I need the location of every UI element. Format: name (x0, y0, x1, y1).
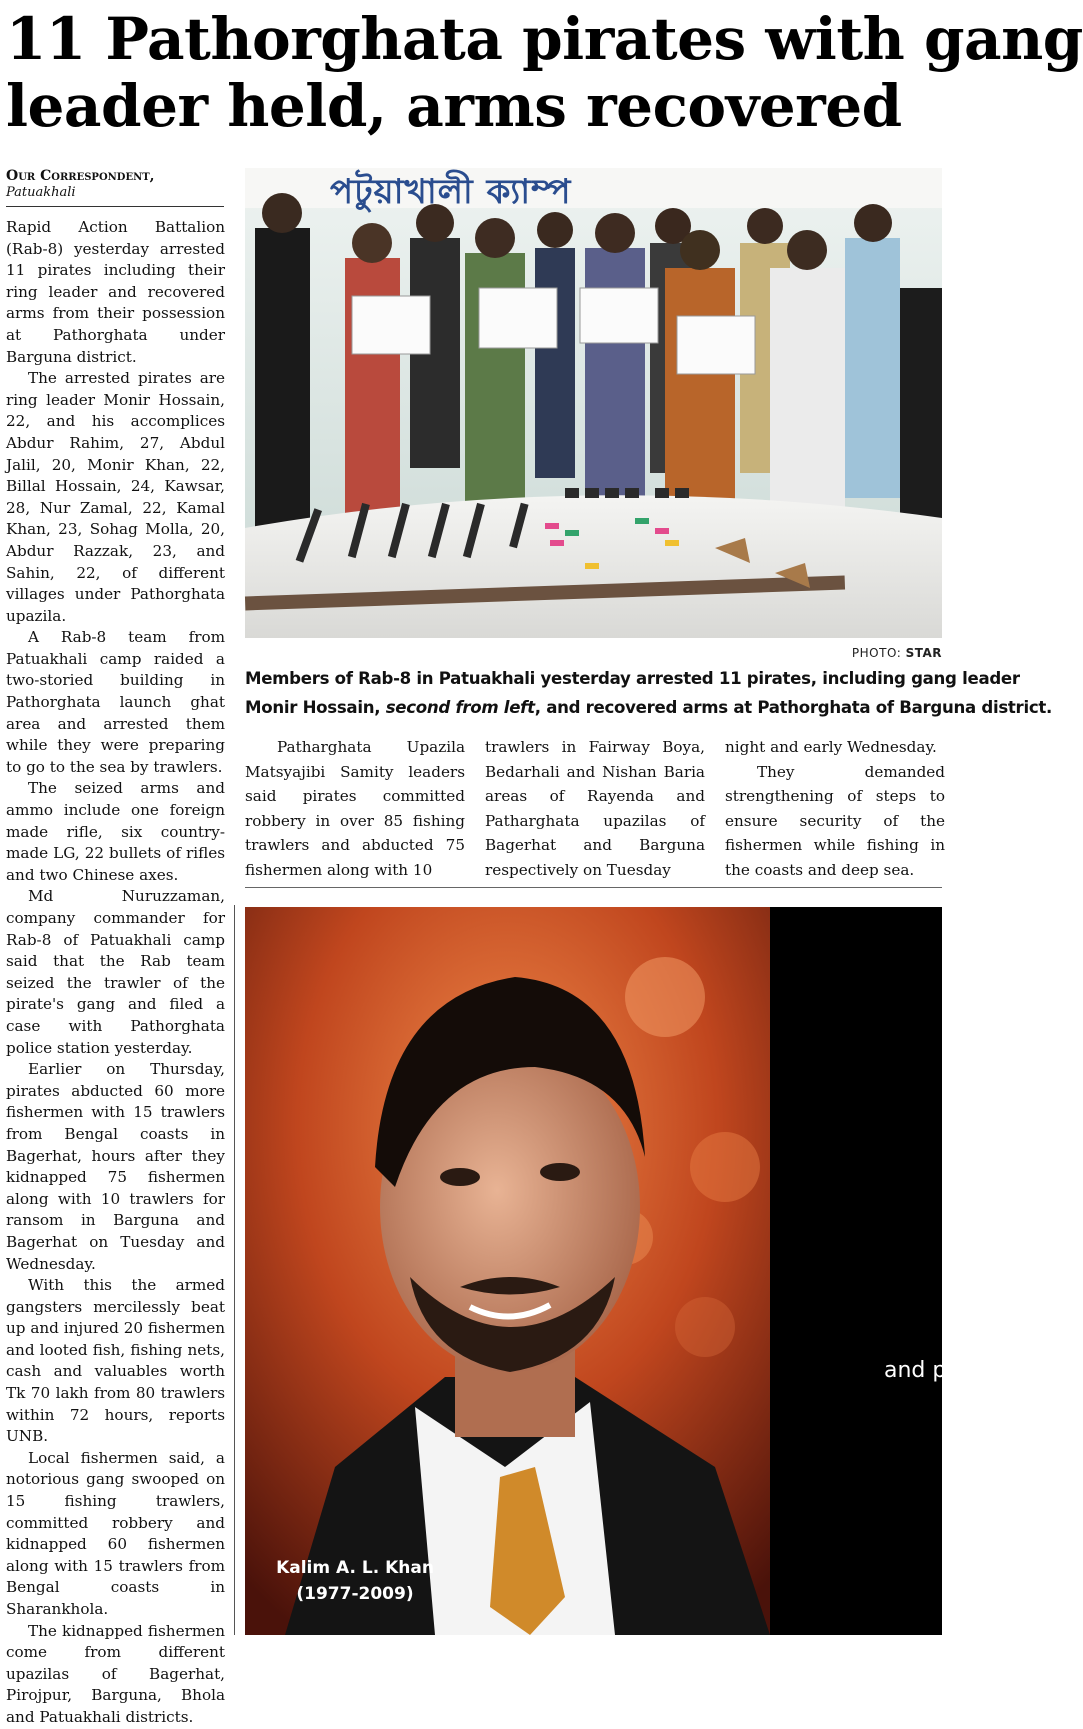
body-paragraph: The kidnapped fishermen come from different upazilas of Bagerhat, Pirojpur, Barguna, Bhola and Patuakhali districts. (6, 1621, 225, 1726)
caption-line-1: Members of Rab-8 in Patuakhali yesterday arrested 11 pirates, including gang leader (245, 669, 1020, 688)
column-divider (234, 905, 235, 1635)
portrait-name: Kalim A. L. Khan (276, 1558, 434, 1578)
caption-line-2-italic: second from left (385, 698, 535, 717)
caption-line-2-start: Monir Hossain, (245, 698, 386, 717)
side-ad-text: and p (884, 1358, 947, 1383)
body-paragraph: The seized arms and ammo include one foreign made rifle, six country-made LG, 22 bullets of rifles and two Chinese axes. (6, 779, 225, 884)
continuation-paragraph: They demanded strengthening of steps to ensure security of the fishermen while fishing in the coasts and deep sea. (725, 762, 945, 879)
caption-line-2-end: , and recovered arms at Pathorghata of Barguna district. (534, 698, 1052, 717)
news-photo-pirates (245, 168, 942, 638)
banner-text: পটুয়াখালী ক্যাম্প (330, 172, 572, 212)
headline-line-2: leader held, arms recovered (6, 72, 902, 140)
continuation-column-1 (245, 735, 465, 883)
body-paragraph: Rapid Action Battalion (Rab-8) yesterday arrested 11 pirates including their ring leader and recovered arms from their possession at Pathorghata under Barguna district. (6, 218, 225, 366)
continuation-paragraph: Patharghata Upazila Matsyajibi Samity leaders said pirates committed robbery in over 85 fishing trawlers and abducted 75 fishermen along with 10 (245, 738, 465, 879)
headline-line-1: 11 Pathorghata pirates with gang (6, 5, 1083, 73)
byline-place: Patuakhali (6, 185, 76, 200)
article-body (6, 217, 225, 1729)
section-divider (245, 887, 942, 888)
photo-credit-prefix: PHOTO: (851, 646, 906, 660)
photo-credit-name: STAR (905, 646, 942, 660)
body-paragraph: The arrested pirates are ring leader Monir Hossain, 22, and his accomplices Abdur Rahim, 27, Abdul Jalil, 20, Monir Khan, 22, Billal Hossain, 24, Kawsar, 28, Nur Zamal, 22, Kamal Khan, 23, Sohag Molla, 20, Abdur Razzak, 23, and Sahin, 22, of different villages under Pathorghata upazila. (6, 369, 225, 625)
body-paragraph: Earlier on Thursday, pirates abducted 60 more fishermen with 15 trawlers from Bengal coasts in Bagerhat, hours after they kidnapped 75 fishermen along with 10 trawlers for ransom in Barguna and Bagerhat on Tuesday and Wednesday. (6, 1060, 225, 1273)
byline (6, 168, 224, 207)
continuation-paragraph: trawlers in Fairway Boya, Bedarhali and Nishan Baria areas of Rayenda and Patharghata upazilas of Bagerhat and Barguna respectively on Tuesday (485, 738, 705, 879)
continuation-paragraph: night and early Wednesday. (725, 738, 937, 756)
portrait-years: (1977-2009) (296, 1584, 414, 1604)
body-paragraph: Local fishermen said, a notorious gang swooped on 15 fishing trawlers, committed robbery and kidnapped 60 fishermen along with 15 trawlers from Bengal coasts in Sharankhola. (6, 1448, 225, 1618)
continuation-column-3 (725, 735, 945, 883)
photo-credit (852, 646, 942, 660)
body-paragraph: With this the armed gangsters mercilessly beat up and injured 20 fishermen and looted fish, fishing nets, cash and valuables worth Tk 70 lakh from 80 trawlers within 72 hours, reports UNB. (6, 1276, 225, 1446)
caption-line-2 (245, 693, 1052, 722)
headline (6, 5, 1083, 140)
photo-caption (245, 664, 1052, 722)
body-paragraph: A Rab-8 team from Patuakhali camp raided a two-storied building in Pathorghata launch ghat area and arrested them while they were preparing to go to the sea by trawlers. (6, 628, 225, 776)
portrait-photo (245, 907, 942, 1635)
continuation-columns (245, 735, 945, 883)
byline-name: Our Correspondent, (6, 168, 155, 184)
portrait-caption (270, 1555, 440, 1607)
continuation-column-2 (485, 735, 705, 883)
body-paragraph: Md Nuruzzaman, company commander for Rab-8 of Patuakhali camp said that the Rab team seized the trawler of the pirate's gang and filed a case with Pathorghata police station yesterday. (6, 887, 225, 1057)
